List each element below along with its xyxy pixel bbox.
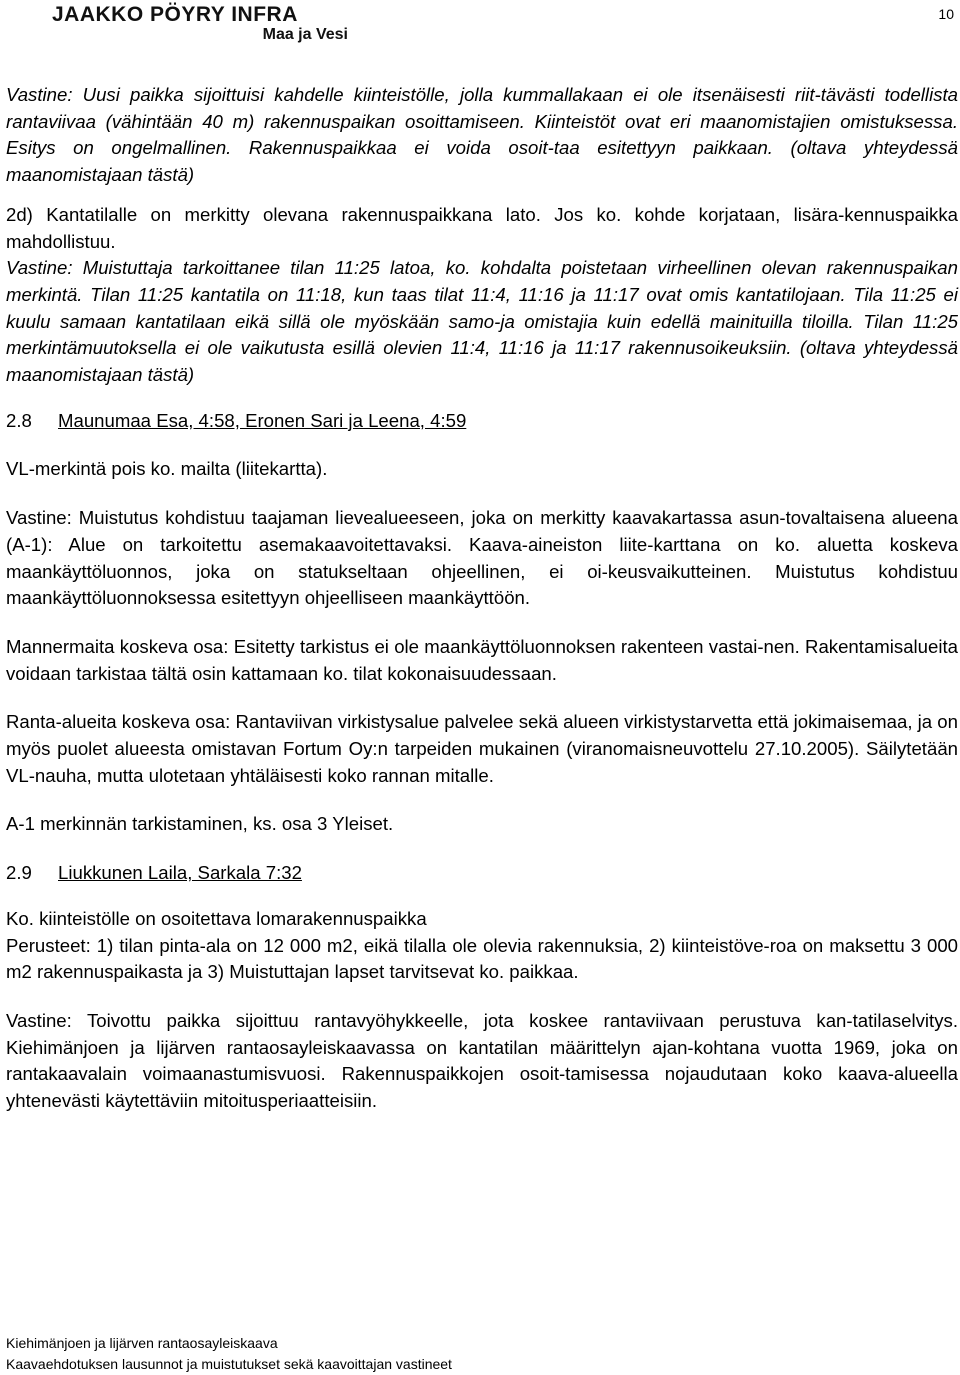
section-2-9-heading: [6, 860, 958, 887]
company-logo: [52, 4, 352, 44]
section-2-9-title: Liukkunen Laila, Sarkala 7:32: [58, 862, 302, 884]
section-2-8-mannermaa: Mannermaita koskeva osa: Esitetty tarkistus ei ole maankäyttöluonnoksen rakenteen vastai-nen. Rakentamisalueita voidaan tarkistaa tältä osin kattamaan ko. tilat kokonaisuudessaan.: [6, 635, 958, 684]
item-2d-vastine-rest: kohdalta poistetaan virheellinen olevan rakennuspaikan merkintä. Tilan 11:25 kantatila on 11:18, kun taas tilat 11:4, 11:16 ja 11:17 ovat omis kantatilojaan. Tila 11:25 ei kuulu samaan kantatilaan eikä sillä ole myöskään samo-ja omistajia kuin edellä mainituilla tiloilla. Tilan 11:25 merkintämuutoksella ei ole vaikutusta esillä olevien 11:4, 11:16 ja 11:17 rakennusoikeuksiin. (oltava yhteydessä maanomistajaan tästä): [6, 257, 958, 386]
section-2-9-perusteet: Perusteet: 1) tilan pinta-ala on 12 000 m2, eikä tilalla ole olevia rakennuksia, 2) kiinteistöve-roa on maksettu 3 000 m2 rakennuspaikasta ja 3) Muistuttajan lapset tarvitsevat ko. paikkaa.: [6, 934, 958, 983]
item-2d-vastine: [6, 255, 958, 389]
section-2-9-request: Ko. kiinteistölle on osoitettava lomarakennuspaikka: [6, 907, 427, 929]
item-2d-paragraph: 2d) Kantatilalle on merkitty olevana rakennuspaikkana lato. Jos ko. kohde korjataan, lisära-kennuspaikka mahdollistuu.: [6, 203, 958, 252]
document-body: [6, 82, 958, 1115]
section-2-8-vastine: Vastine: Muistutus kohdistuu taajaman lievealueeseen, joka on merkitty kaavakartassa asun-tovaltaisena alueena (A-1): Alue on tarkoitettu asemakaavoitettavaksi. Kaava-aineiston liite-karttana on ko. aluetta koskeva maankäyttöluonnos, joka on statukseltaan ohjeellinen, ei oi-keusvaikutteinen. Muistutus kohdistuu maankäyttöluonnoksessa esitettyyn ohjeelliseen maankäyttöön.: [6, 507, 958, 609]
page-footer: [6, 1333, 452, 1375]
logo-sub-text: Maa ja Vesi: [262, 26, 348, 43]
vastine-paragraph-1: Vastine: Uusi paikka sijoittuisi kahdelle kiinteistölle, jolla kummallakaan ei ole itsenäisesti riit-tävästi todellista rantaviivaa (vähintään 40 m) rakennuspaikan osoittamiseen. Kiinteistöt ovat eri maanomistajien omistuksessa. Esitys on ongelmallinen. Rakennuspaikkaa ei voida osoit-taa esitettyyn paikkaan. (oltava yhteydessä maanomistajaan tästä): [6, 84, 958, 186]
section-2-8-title: Maunumaa Esa, 4:58, Eronen Sari ja Leena, 4:59: [58, 409, 467, 431]
page-number: 10: [938, 6, 954, 22]
item-2d-vastine-italic: Vastine: Muistuttaja tarkoittanee tilan 11:25 latoa, ko.: [6, 257, 471, 279]
section-2-8-heading: [6, 408, 958, 435]
logo-main-text: JAAKKO PÖYRY INFRA: [52, 3, 298, 26]
section-2-8-request: VL-merkintä pois ko. mailta (liitekartta).: [6, 458, 328, 480]
footer-line-1: Kiehimänjoen ja lijärven rantaosayleiskaava: [6, 1335, 278, 1351]
footer-line-2: Kaavaehdotuksen lausunnot ja muistutukset sekä kaavoittajan vastineet: [6, 1356, 452, 1372]
section-2-8-a1: A-1 merkinnän tarkistaminen, ks. osa 3 Yleiset.: [6, 813, 394, 835]
section-2-8-ranta: Ranta-alueita koskeva osa: Rantaviivan virkistysalue palvelee sekä alueen virkistystarvetta että jokimaisemaa, ja on myös puolet alueesta omistavan Fortum Oy:n tarpeiden mukainen (viranomaisneuvottelu 27.10.2005). Säilytetään VL-nauha, mutta ulotetaan yhtäläisesti koko rannan mitalle.: [6, 711, 958, 786]
section-2-9-vastine: Vastine: Toivottu paikka sijoittuu rantavyöhykkeelle, jota koskee rantaviivaan perustuva kan-tatilaselvitys. Kiehimänjoen ja lijärven rantaosayleiskaavassa on kantatilan määrittelyn ajan-kohtana vuotta 1969, joka on rantakaavalain voimaanastumisvuosi. Rakennuspaikkojen osoit-tamisessa nojaudutaan koko kaava-alueella yhtenevästi käytettäviin mitoitusperiaatteisiin.: [6, 1009, 958, 1112]
section-2-9-number: 2.9: [6, 862, 32, 884]
section-2-8-number: 2.8: [6, 409, 32, 431]
